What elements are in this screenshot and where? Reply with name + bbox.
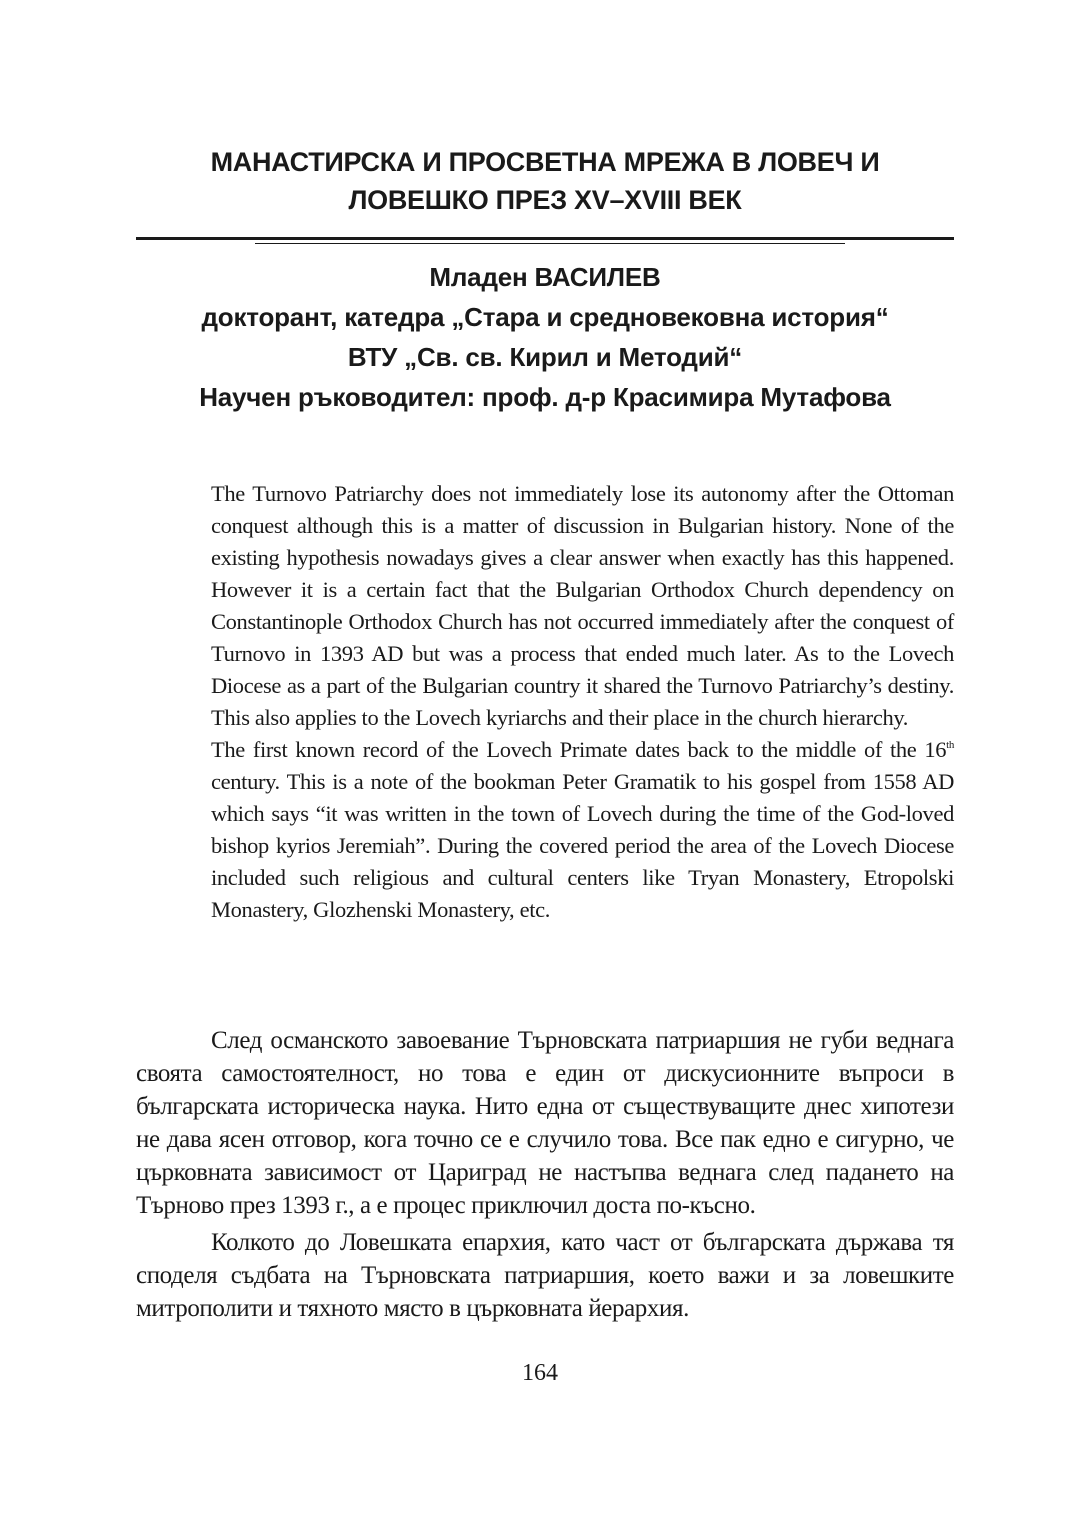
author-supervisor: Научен ръководител: проф. д-р Красимира Мутафова bbox=[199, 382, 891, 412]
article-title bbox=[136, 143, 954, 219]
abstract-paragraph: The Turnovo Patriarchy does not immediately lose its autonomy after the Ottoman conquest although this is a matter of discussion in Bulgarian history. None of the existing hypothesis nowadays gives a clear answer when exactly has this happened. However it is a certain fact that the Bulgarian Orthodox Church dependency on Constantinople Orthodox Church has not occurred immediately after the conquest of Turnovo in 1393 AD but was a process that ended much later. As to the Lovech Diocese as a part of the Bulgarian country it shared the Turnovo Patriarchy’s destiny. This also applies to the Lovech kyriarchs and their place in the church hierarchy. bbox=[211, 481, 954, 730]
abstract-paragraph bbox=[211, 734, 954, 926]
body-paragraph: Колкото до Ловешката епархия, като част от българската държава тя споделя съдбата на Търновската патриаршия, което важи и за ловешките митрополити и тяхното място в църковната йерархия. bbox=[136, 1229, 954, 1322]
ordinal-superscript: th bbox=[946, 739, 954, 751]
author-position: докторант, катедра „Стара и средновековна история“ bbox=[201, 302, 889, 332]
abstract bbox=[211, 478, 954, 926]
body-paragraph: След османското завоевание Търновската патриаршия не губи веднага своята самостоятелност, но това е един от дискусионните въпроси в българската историческа наука. Нито една от съществуващите днес хипотези не дава ясен отговор, кога точно се е случило това. Все пак едно е сигурно, че църковната зависимост от Цариград не настъпва веднага след падането на Търново през 1393 г., а е процес приключил доста по-късно. bbox=[136, 1027, 954, 1219]
abstract-text: century. This is a note of the bookman Peter Gramatik to his gospel from 1558 AD which says “it was written in the town of Lovech during the time of the God-loved bishop kyrios Jeremiah”. During the covered period the area of the Lovech Diocese included such religious and cultural centers like Tryan Monastery, Etropolski Monastery, Glozhenski Monastery, etc. bbox=[211, 769, 954, 922]
author-name: Младен ВАСИЛЕВ bbox=[429, 262, 661, 292]
author-university: ВТУ „Св. св. Кирил и Методий“ bbox=[347, 342, 743, 372]
article-title-line-1: МАНАСТИРСКА И ПРОСВЕТНА МРЕЖА В ЛОВЕЧ И bbox=[210, 147, 880, 177]
title-divider-thick bbox=[136, 237, 954, 240]
title-divider-thin bbox=[255, 243, 845, 244]
page-number: 164 bbox=[522, 1360, 558, 1386]
article-title-line-2: ЛОВЕШКО ПРЕЗ XV–XVIII ВЕК bbox=[348, 185, 742, 215]
author-block bbox=[136, 257, 954, 417]
abstract-text: The first known record of the Lovech Primate dates back to the middle of the 16 bbox=[211, 737, 947, 762]
body-text bbox=[136, 1024, 954, 1329]
